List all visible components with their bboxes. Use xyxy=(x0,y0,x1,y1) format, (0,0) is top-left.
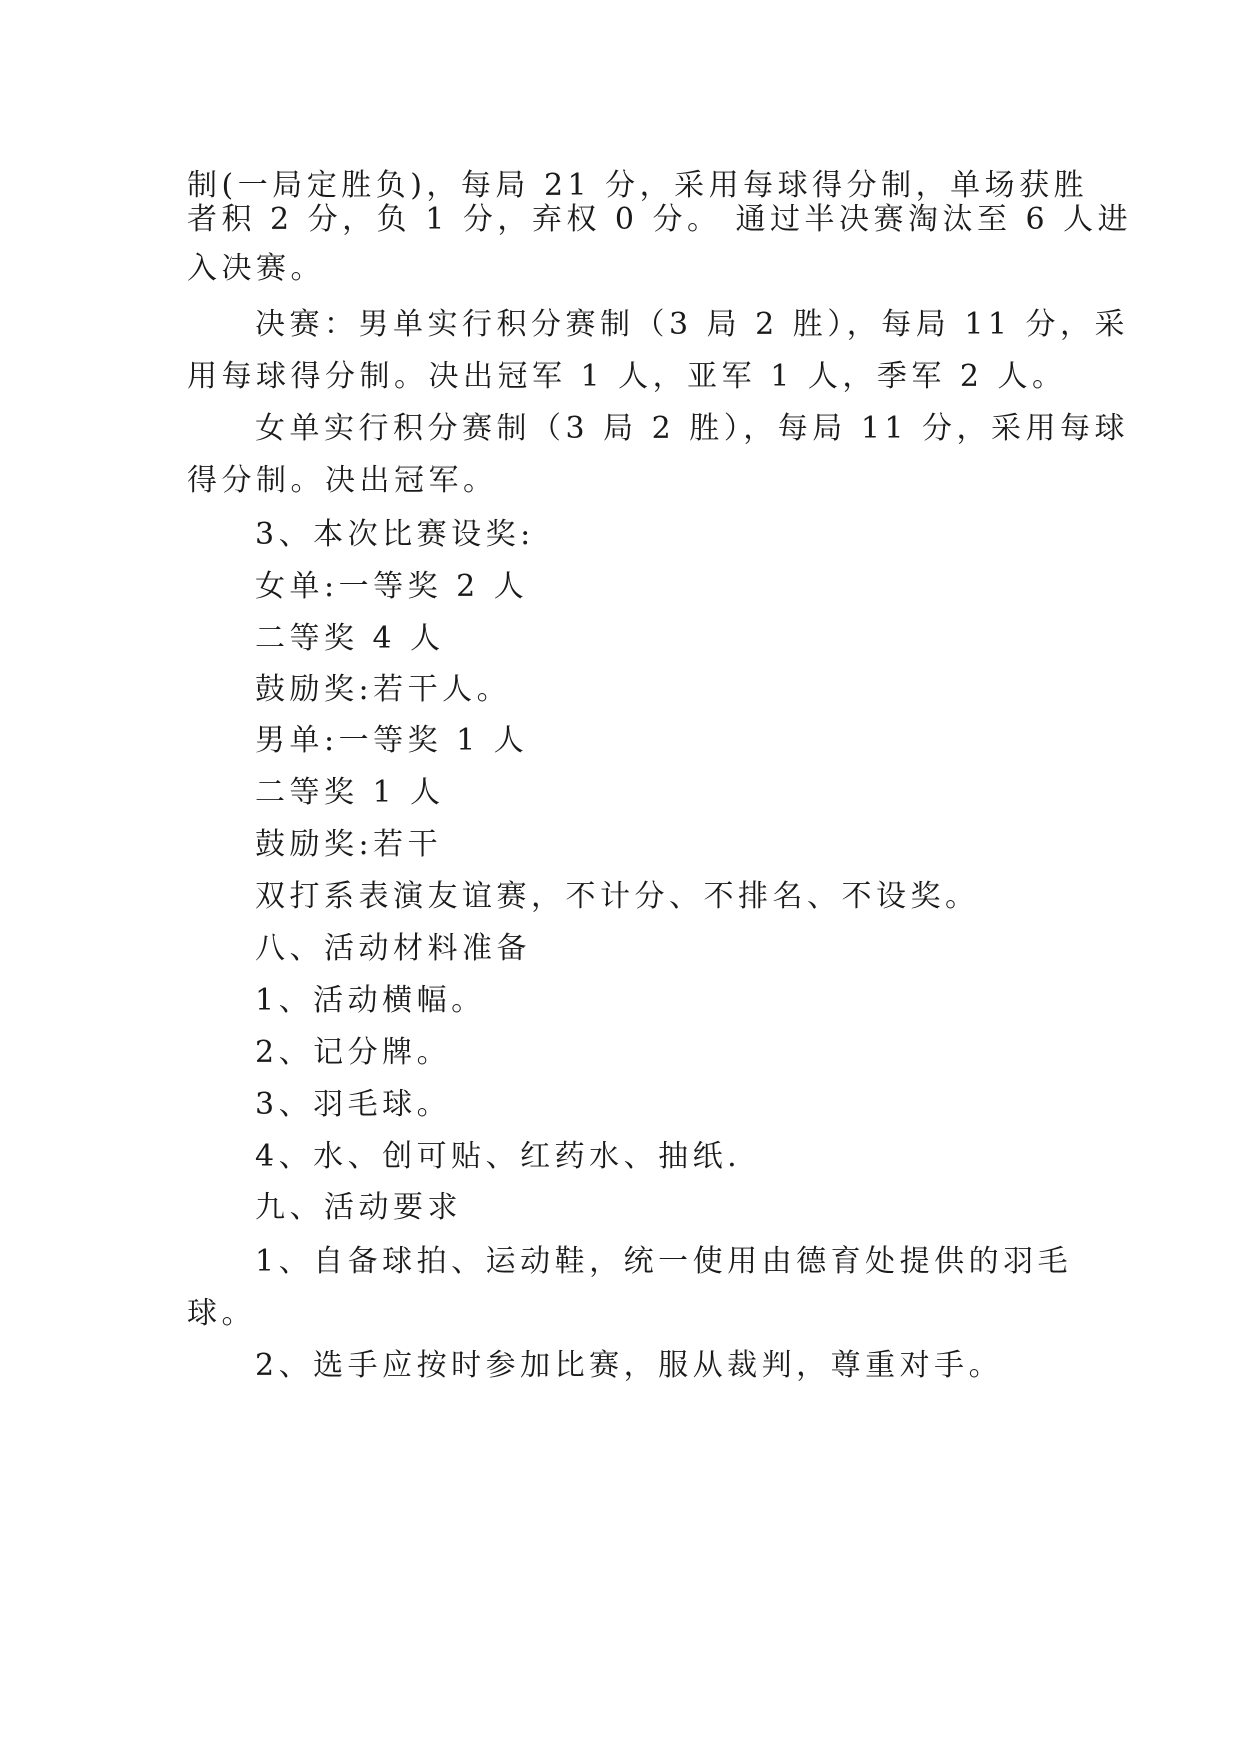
list-item: 2、记分牌。 xyxy=(255,1035,452,1070)
section-heading: 八、活动材料准备 xyxy=(255,931,531,966)
list-item-continuation: 球。 xyxy=(187,1296,256,1331)
paragraph-line: 入决赛。 xyxy=(187,251,325,286)
paragraph-line: 得分制。决出冠军。 xyxy=(187,463,498,498)
paragraph-line: 二等奖 4 人 xyxy=(255,621,445,656)
paragraph-line: 鼓励奖:若干 xyxy=(255,827,443,862)
paragraph-line: 男单:一等奖 1 人 xyxy=(255,723,529,758)
paragraph-line: 制(一局定胜负)，每局 21 分，采用每球得分制，单场获胜 xyxy=(187,168,1089,203)
list-item: 4、水、创可贴、红药水、抽纸. xyxy=(255,1139,742,1174)
list-item: 3、羽毛球。 xyxy=(255,1087,452,1122)
paragraph-line: 决赛：男单实行积分赛制（3 局 2 胜），每局 11 分，采 xyxy=(255,307,1130,342)
list-item: 2、选手应按时参加比赛，服从裁判，尊重对手。 xyxy=(255,1348,1004,1383)
list-item: 1、活动横幅。 xyxy=(255,983,486,1018)
section-heading: 3、本次比赛设奖: xyxy=(255,517,535,552)
section-heading: 九、活动要求 xyxy=(255,1190,462,1225)
paragraph-line: 用每球得分制。决出冠军 1 人，亚军 1 人，季军 2 人。 xyxy=(187,359,1067,394)
paragraph-line: 女单实行积分赛制（3 局 2 胜），每局 11 分，采用每球 xyxy=(255,411,1130,446)
list-item: 1、自备球拍、运动鞋，统一使用由德育处提供的羽毛 xyxy=(255,1244,1073,1279)
paragraph-line: 二等奖 1 人 xyxy=(255,775,445,810)
paragraph-line: 者积 2 分，负 1 分，弃权 0 分。 通过半决赛淘汰至 6 人进 xyxy=(187,202,1133,237)
paragraph-line: 双打系表演友谊赛，不计分、不排名、不设奖。 xyxy=(255,879,980,914)
paragraph-line: 女单:一等奖 2 人 xyxy=(255,569,529,604)
paragraph-line: 鼓励奖:若干人。 xyxy=(255,672,512,707)
